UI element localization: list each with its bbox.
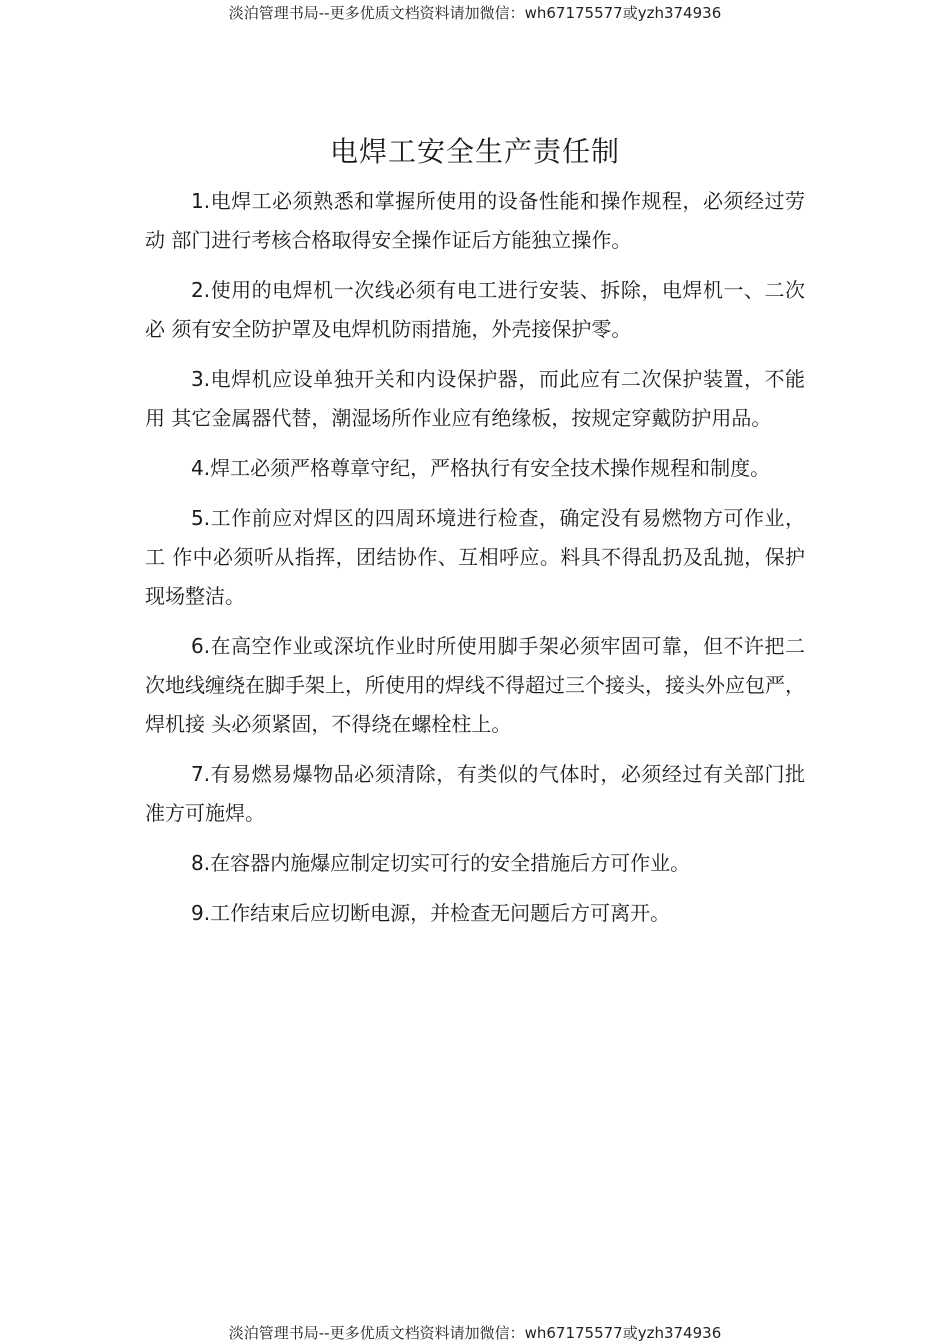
clause-number: 3. (191, 367, 211, 391)
clause-text: 在高空作业或深坑作业时所使用脚手架必须牢固可靠，但不许把二次地线缠绕在脚手架上，所使用的焊线不得超过三个接头，接头外应包严，焊机接 头必须紧固，不得绕在螺栓柱上。 (145, 634, 805, 736)
clause-9 (145, 894, 805, 933)
document-title: 电焊工安全生产责任制 (329, 135, 620, 168)
clause-1 (145, 182, 805, 260)
clause-3 (145, 360, 805, 438)
document-body (145, 182, 805, 944)
running-footer: 淡泊管理书局--更多优质文档资料请加微信：wh67175577或yzh374936 (228, 1324, 722, 1342)
clause-text: 电焊机应设单独开关和内设保护器，而此应有二次保护装置，不能用 其它金属器代替，潮湿场所作业应有绝缘板，按规定穿戴防护用品。 (145, 367, 805, 430)
clause-text: 工作结束后应切断电源，并检查无问题后方可离开。 (210, 901, 671, 925)
clause-4 (145, 449, 805, 488)
clause-5 (145, 499, 805, 616)
clause-number: 4. (191, 456, 211, 480)
clause-8 (145, 844, 805, 883)
clause-number: 7. (191, 762, 211, 786)
clause-number: 9. (191, 901, 211, 925)
clause-text: 焊工必须严格尊章守纪，严格执行有安全技术操作规程和制度。 (210, 456, 771, 480)
clause-text: 在容器内施爆应制定切实可行的安全措施后方可作业。 (210, 851, 691, 875)
clause-text: 有易燃易爆物品必须清除，有类似的气体时，必须经过有关部门批准方可施焊。 (145, 762, 805, 825)
running-header: 淡泊管理书局--更多优质文档资料请加微信：wh67175577或yzh374936 (228, 4, 722, 22)
clause-2 (145, 271, 805, 349)
clause-number: 1. (191, 189, 211, 213)
clause-number: 6. (191, 634, 211, 658)
clause-number: 5. (191, 506, 211, 530)
clause-text: 电焊工必须熟悉和掌握所使用的设备性能和操作规程，必须经过劳动 部门进行考核合格取得安全操作证后方能独立操作。 (145, 189, 805, 252)
clause-text: 工作前应对焊区的四周环境进行检查，确定没有易燃物方可作业，工 作中必须听从指挥，团结协作、互相呼应。料具不得乱扔及乱抛，保护现场整洁。 (145, 506, 805, 608)
clause-text: 使用的电焊机一次线必须有电工进行安装、拆除，电焊机一、二次必 须有安全防护罩及电焊机防雨措施，外壳接保护零。 (145, 278, 805, 341)
clause-6 (145, 627, 805, 744)
clause-7 (145, 755, 805, 833)
clause-number: 8. (191, 851, 211, 875)
clause-number: 2. (191, 278, 211, 302)
